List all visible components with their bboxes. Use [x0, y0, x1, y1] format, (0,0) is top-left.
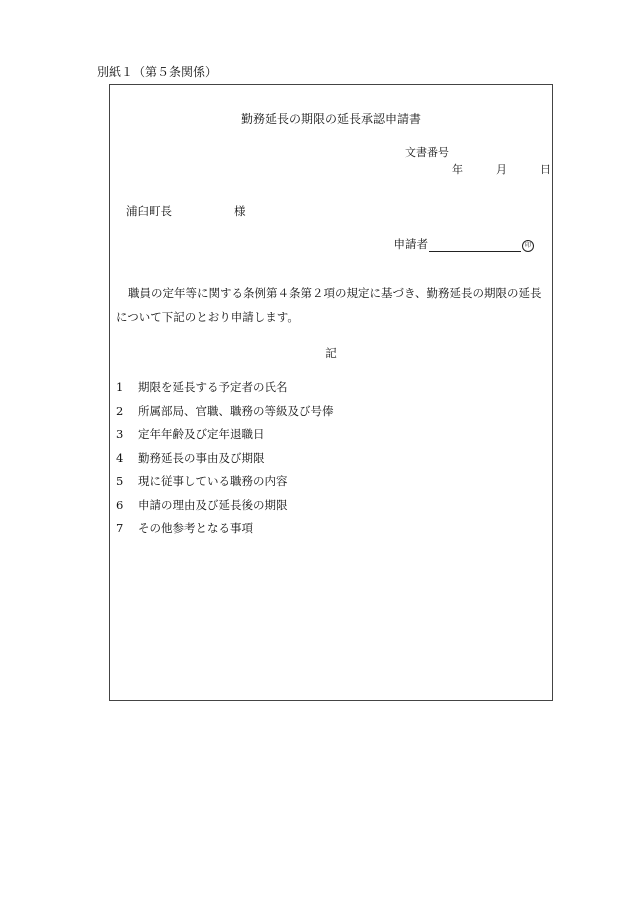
form-frame — [109, 84, 553, 701]
addressee-name: 浦臼町長 — [126, 204, 172, 218]
list-item — [116, 376, 334, 400]
item-text: 所属部局、官職、職務の等級及び号俸 — [138, 403, 334, 418]
item-number: 2 — [116, 403, 124, 418]
addressee-honorific: 様 — [234, 204, 246, 218]
list-item — [116, 423, 334, 447]
item-text: その他参考となる事項 — [138, 521, 253, 535]
applicant-label: 申請者 — [393, 237, 428, 251]
item-number: 4 — [116, 450, 124, 465]
item-list — [116, 376, 334, 541]
item-text: 申請の理由及び延長後の期限 — [138, 497, 288, 512]
list-item — [116, 517, 334, 541]
item-number: 1 — [116, 380, 124, 394]
item-number: 6 — [116, 497, 124, 512]
item-number: 7 — [116, 521, 124, 535]
applicant-line — [394, 236, 535, 252]
item-number: 5 — [116, 474, 124, 488]
year-label: 年 — [452, 163, 463, 176]
ki-heading: 記 — [325, 346, 337, 360]
body-text: 職員の定年等に関する条例第４条第２項の規定に基づき、勤務延長の期限の延長について下記のとおり申請します。 — [116, 286, 542, 324]
document-title: 勤務延長の期限の延長承認申請書 — [240, 112, 421, 126]
list-item — [116, 494, 334, 518]
month-label: 月 — [496, 163, 507, 176]
seal-icon: 印 — [522, 240, 534, 252]
addressee — [126, 203, 246, 219]
item-text: 現に従事している職務の内容 — [138, 474, 288, 488]
day-label: 日 — [540, 163, 551, 176]
document-number-label: 文書番号 — [405, 146, 449, 159]
date-line — [452, 161, 551, 177]
item-text: 期限を延長する予定者の氏名 — [138, 380, 288, 394]
item-text: 勤務延長の事由及び期限 — [138, 450, 265, 465]
list-item — [116, 400, 334, 424]
applicant-signature-line — [429, 240, 521, 252]
list-item — [116, 470, 334, 494]
item-number: 3 — [116, 427, 124, 441]
form-caption: 別紙１（第５条関係） — [97, 65, 218, 79]
item-text: 定年年齢及び定年退職日 — [138, 427, 265, 441]
list-item — [116, 447, 334, 471]
